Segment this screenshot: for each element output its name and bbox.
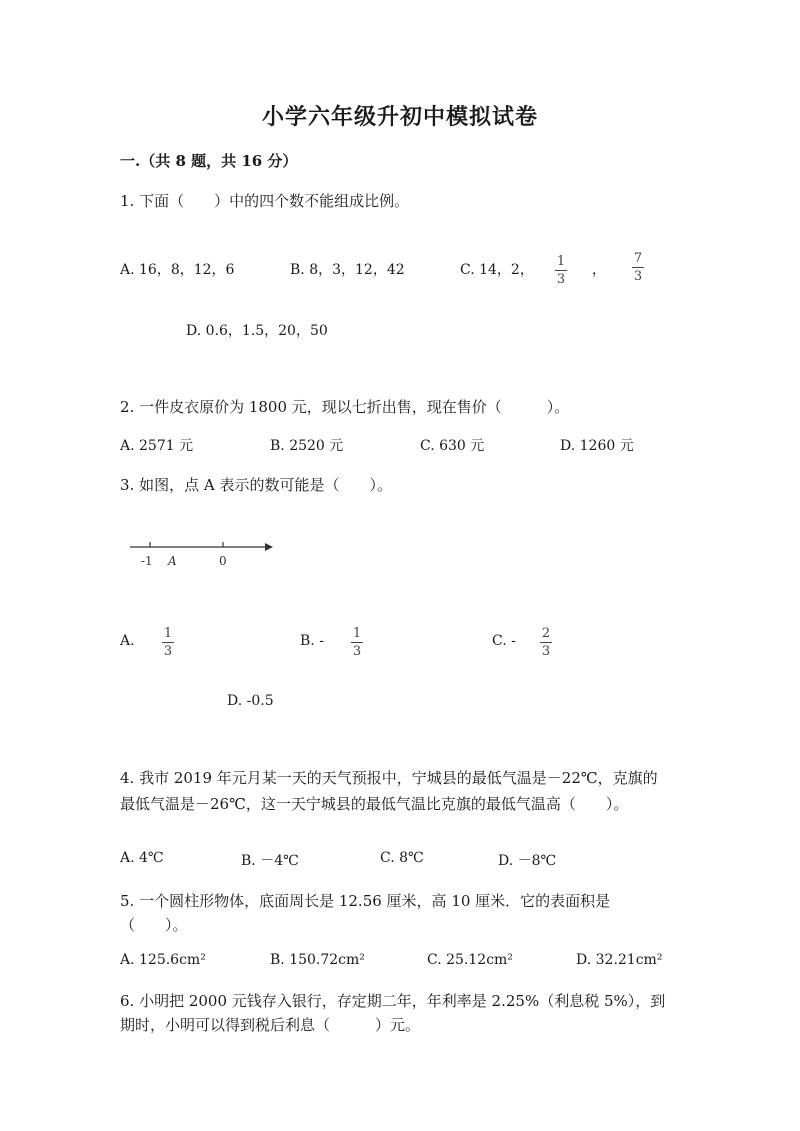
q1-option-d: D. 0.6，1.5，20，50 <box>186 323 328 339</box>
label-neg1: -1 <box>141 554 153 568</box>
fraction-bar <box>632 267 644 268</box>
fraction-denominator: 3 <box>352 644 362 659</box>
q4-option-d: D. －8℃ <box>498 853 557 869</box>
q5-option-a: A. 125.6cm² <box>120 952 206 968</box>
question-5-line-2: （ ）。 <box>120 916 188 934</box>
q3-option-a-prefix: A. <box>120 633 135 649</box>
fraction-denominator: 3 <box>633 269 643 284</box>
fraction-denominator: 3 <box>541 644 551 659</box>
q5-option-c: C. 25.12cm² <box>427 952 513 968</box>
q1-option-a: A. 16，8，12，6 <box>120 262 235 278</box>
q1-option-b: B. 8，3，12，42 <box>290 262 405 278</box>
q1-option-c-prefix: C. 14，2， <box>460 262 534 278</box>
label-point-a: A <box>168 554 177 568</box>
q5-option-b: B. 150.72cm² <box>270 952 365 968</box>
q3-option-c-prefix: C. - <box>492 633 516 649</box>
q1-option-c-fraction-1 <box>555 254 567 287</box>
q3-option-a-fraction <box>162 626 174 659</box>
question-2-text: 2. 一件皮衣原价为 1800 元，现以七折出售，现在售价（ ）。 <box>120 398 570 416</box>
number-line-figure <box>125 538 275 572</box>
fraction-denominator: 3 <box>163 644 173 659</box>
q5-option-d: D. 32.21cm² <box>576 952 663 968</box>
fraction-bar <box>555 270 567 271</box>
q3-option-d: D. -0.5 <box>227 693 274 709</box>
fraction-numerator: 2 <box>541 626 551 641</box>
question-4-line-2: 最低气温是－26℃，这一天宁城县的最低气温比克旗的最低气温高（ ）。 <box>120 795 629 813</box>
q3-option-b-prefix: B. - <box>300 633 324 649</box>
fraction-denominator: 3 <box>556 272 566 287</box>
page-title: 小学六年级升初中模拟试卷 <box>261 104 538 130</box>
fraction-bar <box>162 642 174 643</box>
question-3-text: 3. 如图，点 A 表示的数可能是（ ）。 <box>120 476 392 494</box>
fraction-bar <box>540 642 552 643</box>
q3-option-c-fraction <box>540 626 552 659</box>
q2-option-a: A. 2571 元 <box>120 438 194 454</box>
q4-option-b: B. －4℃ <box>241 853 299 869</box>
question-4-line-1: 4. 我市 2019 年元月某一天的天气预报中，宁城县的最低气温是－22℃，克旗的 <box>120 769 658 787</box>
q4-option-c: C. 8℃ <box>380 850 424 866</box>
label-zero: 0 <box>219 554 227 568</box>
q2-option-d: D. 1260 元 <box>560 438 634 454</box>
fraction-numerator: 1 <box>556 254 566 269</box>
fraction-bar <box>351 642 363 643</box>
q2-option-c: C. 630 元 <box>420 438 485 454</box>
question-6-line-1: 6. 小明把 2000 元钱存入银行，存定期二年，年利率是 2.25%（利息税 5%），到 <box>120 992 666 1010</box>
fraction-numerator: 1 <box>163 626 173 641</box>
question-5-line-1: 5. 一个圆柱形物体，底面周长是 12.56 厘米，高 10 厘米．它的表面积是 <box>120 892 611 910</box>
q4-option-a: A. 4℃ <box>120 850 164 866</box>
fraction-numerator: 7 <box>633 251 643 266</box>
q1-option-c-comma: ， <box>592 262 606 278</box>
number-line-arrow <box>265 543 273 551</box>
q2-option-b: B. 2520 元 <box>270 438 344 454</box>
question-6-line-2: 期时，小明可以得到税后利息（ ）元。 <box>120 1016 421 1034</box>
question-1-text: 1. 下面（ ）中的四个数不能组成比例。 <box>120 192 410 210</box>
q3-option-b-fraction <box>351 626 363 659</box>
fraction-numerator: 1 <box>352 626 362 641</box>
section-heading: 一.（共 8 题，共 16 分） <box>120 152 298 170</box>
q1-option-c-fraction-2 <box>632 251 644 284</box>
